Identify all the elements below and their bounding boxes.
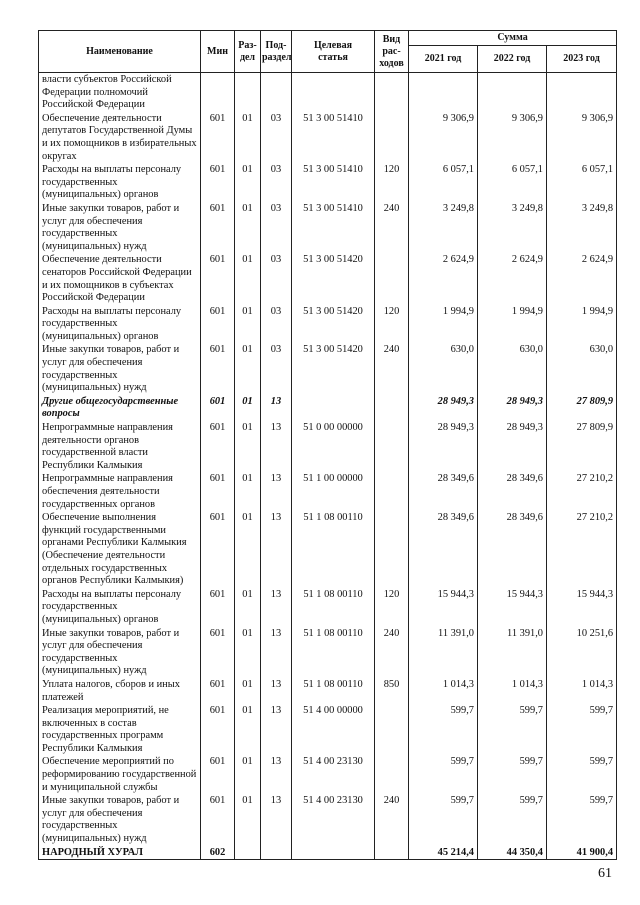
table-row bbox=[39, 343, 617, 394]
cell-expense-type bbox=[375, 511, 409, 588]
table-row bbox=[39, 202, 617, 253]
cell-name: Реализация мероприятий, не включенных в состав государственных программ Республики Калмыкия bbox=[39, 704, 201, 755]
cell-sum-2022: 1 994,9 bbox=[478, 305, 547, 344]
cell-min: 601 bbox=[201, 704, 235, 755]
budget-table bbox=[38, 30, 617, 860]
cell-target-article: 51 3 00 51420 bbox=[292, 343, 375, 394]
cell-min: 601 bbox=[201, 472, 235, 511]
table-row bbox=[39, 73, 617, 112]
cell-podrazdel: 03 bbox=[261, 202, 292, 253]
table-row bbox=[39, 678, 617, 704]
table-row bbox=[39, 846, 617, 860]
header-name: Наименование bbox=[39, 31, 201, 73]
cell-name: Обеспечение деятельности сенаторов Российской Федерации и их помощников в субъектах Российской Федерации bbox=[39, 253, 201, 304]
cell-sum-2021: 1 994,9 bbox=[409, 305, 478, 344]
page-number: 61 bbox=[598, 866, 612, 881]
cell-target-article: 51 3 00 51420 bbox=[292, 305, 375, 344]
cell-sum-2022: 3 249,8 bbox=[478, 202, 547, 253]
cell-razdel: 01 bbox=[235, 511, 261, 588]
cell-podrazdel: 13 bbox=[261, 794, 292, 845]
table-row bbox=[39, 112, 617, 163]
cell-min: 601 bbox=[201, 421, 235, 472]
cell-podrazdel: 03 bbox=[261, 163, 292, 202]
header-min: Мин bbox=[201, 31, 235, 73]
cell-name: Расходы на выплаты персоналу государственных (муниципальных) органов bbox=[39, 163, 201, 202]
cell-sum-2022: 9 306,9 bbox=[478, 112, 547, 163]
cell-podrazdel: 03 bbox=[261, 253, 292, 304]
cell-name: власти субъектов Российской Федерации полномочий Российской Федерации bbox=[39, 73, 201, 112]
cell-name: Обеспечение выполнения функций государственными органами Республики Калмыкия (Обеспечение деятельности отдельных государственных органов Республики Калмыкия) bbox=[39, 511, 201, 588]
cell-expense-type bbox=[375, 395, 409, 421]
table-row bbox=[39, 472, 617, 511]
cell-sum-2021: 28 349,6 bbox=[409, 511, 478, 588]
cell-sum-2022: 28 949,3 bbox=[478, 421, 547, 472]
cell-name: Уплата налогов, сборов и иных платежей bbox=[39, 678, 201, 704]
cell-sum-2022: 599,7 bbox=[478, 704, 547, 755]
cell-sum-2021: 6 057,1 bbox=[409, 163, 478, 202]
cell-sum-2022: 11 391,0 bbox=[478, 627, 547, 678]
cell-razdel: 01 bbox=[235, 343, 261, 394]
cell-min: 601 bbox=[201, 343, 235, 394]
cell-sum-2021: 28 349,6 bbox=[409, 472, 478, 511]
table-row bbox=[39, 253, 617, 304]
cell-sum-2021: 28 949,3 bbox=[409, 395, 478, 421]
cell-sum-2023: 2 624,9 bbox=[547, 253, 617, 304]
cell-target-article bbox=[292, 73, 375, 112]
table-row bbox=[39, 794, 617, 845]
cell-expense-type: 120 bbox=[375, 588, 409, 627]
cell-podrazdel: 03 bbox=[261, 343, 292, 394]
cell-sum-2023: 599,7 bbox=[547, 794, 617, 845]
cell-sum-2021: 45 214,4 bbox=[409, 846, 478, 860]
cell-expense-type bbox=[375, 704, 409, 755]
cell-sum-2021: 630,0 bbox=[409, 343, 478, 394]
table-row bbox=[39, 421, 617, 472]
cell-podrazdel: 13 bbox=[261, 755, 292, 794]
table-row bbox=[39, 511, 617, 588]
cell-sum-2023: 9 306,9 bbox=[547, 112, 617, 163]
cell-name: Иные закупки товаров, работ и услуг для обеспечения государственных (муниципальных) нужд bbox=[39, 202, 201, 253]
cell-sum-2022 bbox=[478, 73, 547, 112]
cell-min: 601 bbox=[201, 305, 235, 344]
cell-expense-type: 120 bbox=[375, 163, 409, 202]
cell-target-article bbox=[292, 395, 375, 421]
cell-sum-2022: 630,0 bbox=[478, 343, 547, 394]
cell-razdel: 01 bbox=[235, 794, 261, 845]
cell-min: 601 bbox=[201, 163, 235, 202]
cell-target-article bbox=[292, 846, 375, 860]
cell-expense-type: 240 bbox=[375, 627, 409, 678]
cell-target-article: 51 1 08 00110 bbox=[292, 678, 375, 704]
cell-min: 601 bbox=[201, 627, 235, 678]
cell-target-article: 51 0 00 00000 bbox=[292, 421, 375, 472]
cell-sum-2023: 630,0 bbox=[547, 343, 617, 394]
header-razdel: Раз- дел bbox=[235, 31, 261, 73]
cell-name: Иные закупки товаров, работ и услуг для обеспечения государственных (муниципальных) нужд bbox=[39, 794, 201, 845]
cell-podrazdel bbox=[261, 846, 292, 860]
cell-min: 601 bbox=[201, 755, 235, 794]
cell-podrazdel: 13 bbox=[261, 395, 292, 421]
cell-razdel: 01 bbox=[235, 678, 261, 704]
cell-min: 601 bbox=[201, 112, 235, 163]
cell-sum-2023: 27 809,9 bbox=[547, 421, 617, 472]
cell-sum-2023: 599,7 bbox=[547, 755, 617, 794]
cell-podrazdel: 13 bbox=[261, 472, 292, 511]
cell-sum-2022: 1 014,3 bbox=[478, 678, 547, 704]
cell-sum-2022: 28 349,6 bbox=[478, 472, 547, 511]
cell-razdel: 01 bbox=[235, 305, 261, 344]
header-row bbox=[39, 31, 617, 46]
cell-min: 601 bbox=[201, 678, 235, 704]
cell-name: Другие общегосударственные вопросы bbox=[39, 395, 201, 421]
cell-target-article: 51 3 00 51410 bbox=[292, 202, 375, 253]
cell-razdel: 01 bbox=[235, 627, 261, 678]
cell-target-article: 51 1 08 00110 bbox=[292, 511, 375, 588]
cell-sum-2023: 27 210,2 bbox=[547, 472, 617, 511]
cell-min: 601 bbox=[201, 395, 235, 421]
cell-sum-2023: 3 249,8 bbox=[547, 202, 617, 253]
cell-expense-type bbox=[375, 472, 409, 511]
cell-razdel: 01 bbox=[235, 421, 261, 472]
cell-razdel: 01 bbox=[235, 588, 261, 627]
cell-sum-2022: 28 949,3 bbox=[478, 395, 547, 421]
cell-sum-2021: 9 306,9 bbox=[409, 112, 478, 163]
cell-target-article: 51 4 00 00000 bbox=[292, 704, 375, 755]
cell-expense-type: 240 bbox=[375, 794, 409, 845]
cell-sum-2022: 28 349,6 bbox=[478, 511, 547, 588]
cell-sum-2023: 6 057,1 bbox=[547, 163, 617, 202]
cell-sum-2023: 10 251,6 bbox=[547, 627, 617, 678]
cell-name: Иные закупки товаров, работ и услуг для обеспечения государственных (муниципальных) нужд bbox=[39, 627, 201, 678]
cell-min: 601 bbox=[201, 202, 235, 253]
cell-target-article: 51 1 08 00110 bbox=[292, 588, 375, 627]
table-row bbox=[39, 588, 617, 627]
cell-name: Обеспечение мероприятий по реформированию государственной и муниципальной службы bbox=[39, 755, 201, 794]
cell-name: Иные закупки товаров, работ и услуг для обеспечения государственных (муниципальных) нужд bbox=[39, 343, 201, 394]
table-row bbox=[39, 704, 617, 755]
cell-razdel: 01 bbox=[235, 755, 261, 794]
cell-sum-2022: 6 057,1 bbox=[478, 163, 547, 202]
cell-target-article: 51 1 08 00110 bbox=[292, 627, 375, 678]
table-body bbox=[39, 73, 617, 860]
cell-name: НАРОДНЫЙ ХУРАЛ bbox=[39, 846, 201, 860]
cell-name: Непрограммные направления обеспечения деятельности государственных органов bbox=[39, 472, 201, 511]
cell-expense-type: 240 bbox=[375, 343, 409, 394]
cell-sum-2022: 44 350,4 bbox=[478, 846, 547, 860]
cell-expense-type bbox=[375, 112, 409, 163]
cell-min: 602 bbox=[201, 846, 235, 860]
cell-expense-type: 850 bbox=[375, 678, 409, 704]
cell-sum-2023: 1 994,9 bbox=[547, 305, 617, 344]
cell-sum-2022: 15 944,3 bbox=[478, 588, 547, 627]
cell-name: Расходы на выплаты персоналу государственных (муниципальных) органов bbox=[39, 305, 201, 344]
cell-min: 601 bbox=[201, 511, 235, 588]
cell-target-article: 51 1 00 00000 bbox=[292, 472, 375, 511]
cell-razdel: 01 bbox=[235, 112, 261, 163]
cell-target-article: 51 3 00 51410 bbox=[292, 112, 375, 163]
cell-sum-2023: 1 014,3 bbox=[547, 678, 617, 704]
cell-sum-2022: 599,7 bbox=[478, 794, 547, 845]
cell-expense-type bbox=[375, 421, 409, 472]
cell-podrazdel: 03 bbox=[261, 112, 292, 163]
cell-name: Непрограммные направления деятельности органов государственной власти Республики Калмыкия bbox=[39, 421, 201, 472]
cell-sum-2022: 2 624,9 bbox=[478, 253, 547, 304]
cell-expense-type bbox=[375, 253, 409, 304]
cell-sum-2021: 599,7 bbox=[409, 704, 478, 755]
table-row bbox=[39, 755, 617, 794]
cell-podrazdel: 13 bbox=[261, 511, 292, 588]
cell-razdel: 01 bbox=[235, 704, 261, 755]
header-target-article: Целевая статья bbox=[292, 31, 375, 73]
cell-sum-2022: 599,7 bbox=[478, 755, 547, 794]
cell-sum-2021: 599,7 bbox=[409, 755, 478, 794]
cell-min: 601 bbox=[201, 794, 235, 845]
header-year-2023: 2023 год bbox=[547, 46, 617, 73]
cell-razdel: 01 bbox=[235, 253, 261, 304]
cell-sum-2021: 11 391,0 bbox=[409, 627, 478, 678]
table-row bbox=[39, 627, 617, 678]
cell-sum-2023: 27 809,9 bbox=[547, 395, 617, 421]
cell-expense-type bbox=[375, 846, 409, 860]
cell-podrazdel: 03 bbox=[261, 305, 292, 344]
cell-sum-2021 bbox=[409, 73, 478, 112]
cell-razdel bbox=[235, 73, 261, 112]
cell-razdel bbox=[235, 846, 261, 860]
cell-target-article: 51 3 00 51420 bbox=[292, 253, 375, 304]
cell-sum-2021: 3 249,8 bbox=[409, 202, 478, 253]
table-row bbox=[39, 305, 617, 344]
cell-expense-type: 120 bbox=[375, 305, 409, 344]
cell-sum-2021: 15 944,3 bbox=[409, 588, 478, 627]
cell-sum-2021: 1 014,3 bbox=[409, 678, 478, 704]
cell-min: 601 bbox=[201, 253, 235, 304]
cell-sum-2023: 41 900,4 bbox=[547, 846, 617, 860]
table-row bbox=[39, 395, 617, 421]
cell-podrazdel: 13 bbox=[261, 704, 292, 755]
cell-min bbox=[201, 73, 235, 112]
header-podrazdel: Под- раздел bbox=[261, 31, 292, 73]
header-expense-type: Вид рас- ходов bbox=[375, 31, 409, 73]
header-year-2022: 2022 год bbox=[478, 46, 547, 73]
cell-podrazdel bbox=[261, 73, 292, 112]
cell-target-article: 51 4 00 23130 bbox=[292, 755, 375, 794]
cell-expense-type bbox=[375, 73, 409, 112]
cell-razdel: 01 bbox=[235, 472, 261, 511]
cell-sum-2023 bbox=[547, 73, 617, 112]
cell-razdel: 01 bbox=[235, 163, 261, 202]
header-sum: Сумма bbox=[409, 31, 617, 46]
cell-podrazdel: 13 bbox=[261, 421, 292, 472]
cell-sum-2021: 599,7 bbox=[409, 794, 478, 845]
cell-target-article: 51 4 00 23130 bbox=[292, 794, 375, 845]
cell-sum-2023: 15 944,3 bbox=[547, 588, 617, 627]
cell-expense-type bbox=[375, 755, 409, 794]
cell-target-article: 51 3 00 51410 bbox=[292, 163, 375, 202]
cell-sum-2021: 28 949,3 bbox=[409, 421, 478, 472]
cell-sum-2021: 2 624,9 bbox=[409, 253, 478, 304]
cell-sum-2023: 599,7 bbox=[547, 704, 617, 755]
cell-razdel: 01 bbox=[235, 395, 261, 421]
table-row bbox=[39, 163, 617, 202]
cell-sum-2023: 27 210,2 bbox=[547, 511, 617, 588]
cell-expense-type: 240 bbox=[375, 202, 409, 253]
cell-name: Обеспечение деятельности депутатов Государственной Думы и их помощников в избирательных округах bbox=[39, 112, 201, 163]
cell-name: Расходы на выплаты персоналу государственных (муниципальных) органов bbox=[39, 588, 201, 627]
cell-min: 601 bbox=[201, 588, 235, 627]
header-year-2021: 2021 год bbox=[409, 46, 478, 73]
cell-podrazdel: 13 bbox=[261, 627, 292, 678]
cell-razdel: 01 bbox=[235, 202, 261, 253]
cell-podrazdel: 13 bbox=[261, 588, 292, 627]
cell-podrazdel: 13 bbox=[261, 678, 292, 704]
